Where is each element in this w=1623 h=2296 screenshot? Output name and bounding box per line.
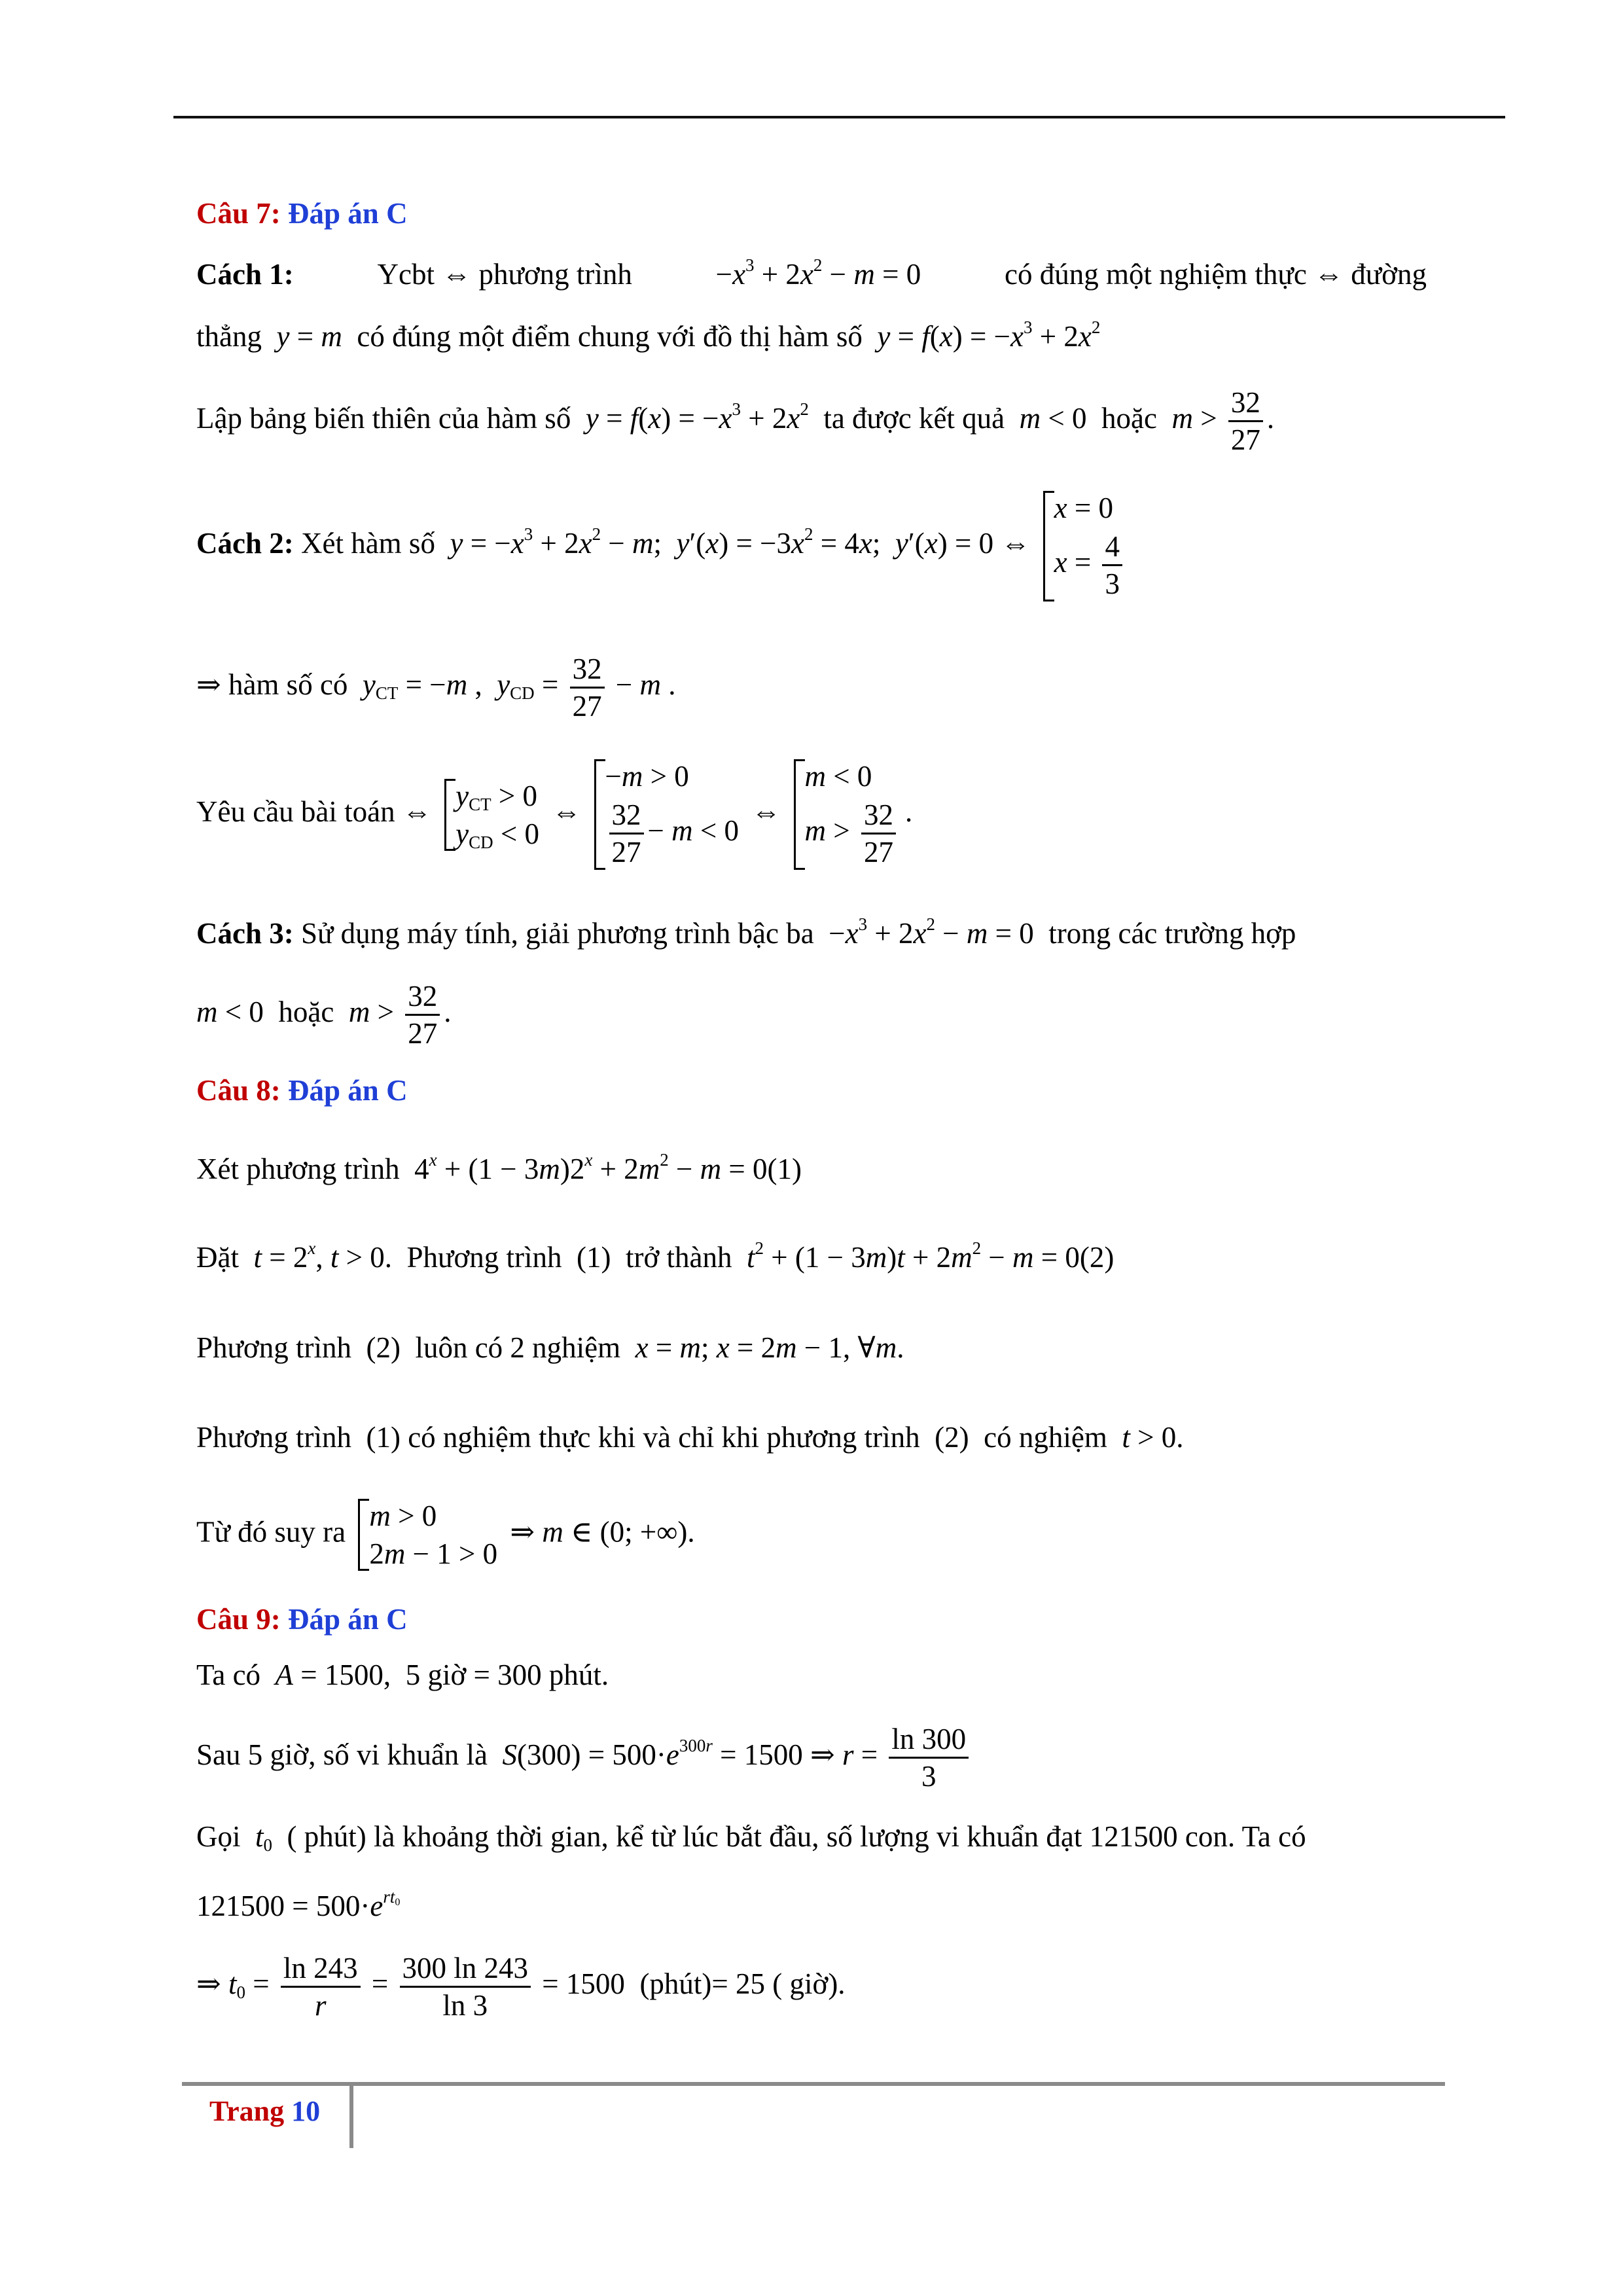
- q7-method3-line2: m < 0 hoặc m > $\frac{32}{27}$ .: [196, 980, 452, 1050]
- roots-system: x = 0 x = $\frac{4}{3}$: [1043, 491, 1126, 601]
- q7-method2-line2: ⇒ hàm số có $y_{CT} = -m$ , $y_{CD}$ = $\frac{32}{27}$ − m .: [196, 653, 676, 723]
- q8-line1: Xét phương trình $4^x + (1 - 3m)2^x + 2m^2 - m = 0(1)$: [196, 1149, 802, 1185]
- q7-method1-line1: Cách 1: Ycbt ⇔ phương trình $-x^3 + 2x^2 - m = 0$ có đúng một nghiệm thực ⇔ đường: [196, 255, 1427, 291]
- q8-heading: Câu 8: Đáp án C: [196, 1074, 408, 1107]
- q9-line2: Sau 5 giờ, số vi khuẩn là $S(300) = 500\cdot e^{300r} = 1500$ ⇒ r = $\frac{\ln 300}{3}$: [196, 1721, 1427, 1794]
- q7-method3-line1: Cách 3: Sử dụng máy tính, giải phương trình bậc ba $-x^3 + 2x^2 - m = 0$ trong các trường hợp: [196, 914, 1296, 950]
- fraction-32-27: $\frac{32}{27}$: [1228, 385, 1263, 457]
- header-rule: [173, 116, 1505, 118]
- footer-rule: [182, 2082, 1445, 2086]
- q7-heading: Câu 7: Đáp án C: [196, 197, 408, 230]
- equation-cubic: $-x^3 + 2x^2 - m = 0$: [715, 255, 921, 291]
- q7-method1-line2: thẳng y = m có đúng một điểm chung với đồ thị hàm số $y = f(x) = -x^3 + 2x^2$: [196, 317, 1101, 353]
- q9-line3: Gọi $t_0$ ( phút) là khoảng thời gian, kể từ lúc bắt đầu, số lượng vi khuẩn đạt 121500 con. Ta có: [196, 1820, 1306, 1855]
- q8-line3: Phương trình (2) luôn có 2 nghiệm x = m; x = 2m − 1, ∀m.: [196, 1331, 904, 1364]
- q9-line1: Ta có A = 1500, 5 giờ = 300 phút.: [196, 1659, 609, 1691]
- footer-separator: [349, 2085, 353, 2148]
- q8-line4: Phương trình (1) có nghiệm thực khi và chỉ khi phương trình (2) có nghiệm t > 0.: [196, 1421, 1184, 1454]
- q7-method1-line3: Lập bảng biến thiên của hàm số $y = f(x) = -x^3 + 2x^2$ ta được kết quả m < 0 hoặc m > $\frac{32}{27}$ .: [196, 386, 1275, 456]
- page-number: Trang 10: [209, 2095, 321, 2127]
- q8-line2: Đặt $t = 2^x$, t > 0. Phương trình (1) trở thành $t^2 + (1 - 3m)t + 2m^2 - m = 0(2)$: [196, 1238, 1115, 1274]
- q7-method2-line1: Cách 2: Xét hàm số $y = -x^3 + 2x^2 - m$; $y'(x) = -3x^2 = 4x$; y′(x) = 0 ⇔ x = 0 x = $\frac{4}{3}$: [196, 491, 1427, 601]
- q9-heading: Câu 9: Đáp án C: [196, 1603, 408, 1636]
- q8-line5: Từ đó suy ra m > 0 2m − 1 > 0 ⇒ m ∈ (0; +∞).: [196, 1499, 695, 1570]
- q7-method2-line3: Yêu cầu bài toán ⇔ $y_{CT} > 0$ $y_{CD} < 0$ ⇔ −m > 0 $\frac{32}{27}$ − m < 0 ⇔ m < 0 m > $\frac{32}{27}$ .: [196, 760, 913, 869]
- q9-line5: ⇒ $t_0$ = $\frac{\ln 243}{r}$ = $\frac{300 \ln 243}{\ln 3}$ = 1500 (phút)= 25 ( giờ).: [196, 1952, 846, 2022]
- q9-line4: $121500 = 500\cdot e^{rt_0}$: [196, 1886, 401, 1922]
